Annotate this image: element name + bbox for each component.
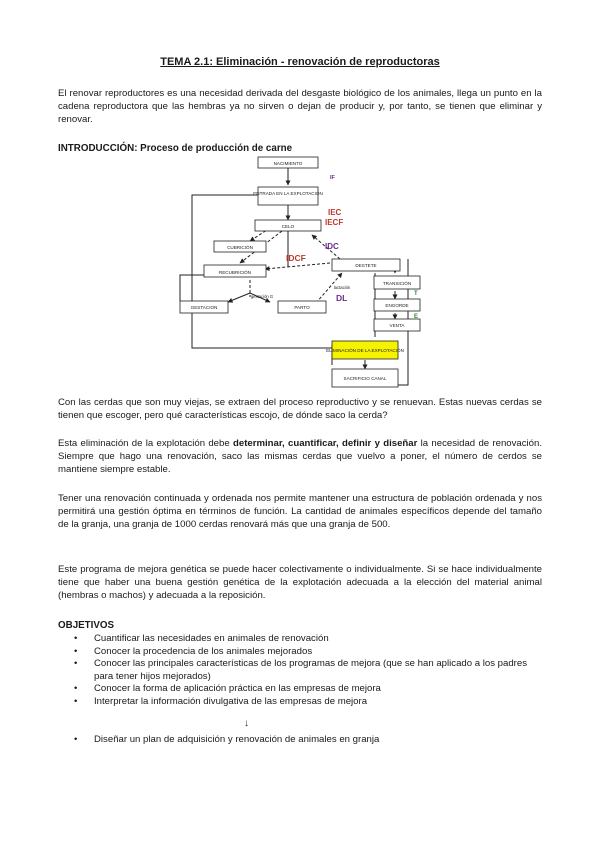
p3-post: la necesidad de renovación. Siempre que hago una renovación, saco las mismas cerdas que vuelvo a poner, el número de cerdos se mantiene siempre estable. (58, 438, 543, 476)
bullet-icon: • (74, 658, 78, 670)
diagram-cubricion: CUBRICIÓN (227, 245, 253, 250)
objetivos-list (74, 633, 544, 709)
diagram-lactacion-label: lactación (333, 285, 351, 290)
list-item (74, 696, 544, 709)
bullet-icon: • (74, 683, 78, 695)
paragraph-mejora-genetica: Este programa de mejora genética se puede hacer colectivamente o individualmente. Si se hace individualmente tiene que haber una buena gestión genética de la explotación adecuada a la elección del material animal (hembras o machos) y adecuada a la reposición. (58, 564, 542, 602)
diagram-gestacion-label: gestación G (250, 294, 274, 299)
objetivo-text: Diseñar un plan de adquisición y renovación de animales en granja (94, 734, 380, 745)
diagram-parto: PARTO (294, 305, 310, 310)
diagram-idc: IDC (325, 242, 339, 251)
diagram-entrada: ENTRADA EN LA EXPLOTACION (253, 191, 323, 196)
bullet-icon: • (74, 633, 78, 644)
list-item (74, 646, 544, 659)
diagram-dl: DL (336, 293, 348, 303)
diagram-recubricion: RECUBRICIÓN (218, 270, 252, 275)
bullet-icon: • (74, 695, 78, 707)
diagram-gestacion: GESTACION (190, 305, 218, 310)
diagram-sacrificio: SACRIFICIO CANAL (343, 376, 387, 381)
list-item (74, 734, 544, 747)
section-heading-introduccion: INTRODUCCIÓN: Proceso de producción de carne (58, 143, 293, 154)
objetivo-text: Conocer las principales características de los programas de mejora (que se han aplicado a los padres para tener hijos mejorados) (94, 658, 528, 682)
document-title: TEMA 2.1: Eliminación - renovación de reproductoras (160, 56, 440, 68)
diagram-transicion: TRANSICIÓN (382, 281, 412, 286)
objetivo-text: Cuantificar las necesidades en animales de renovación (94, 633, 329, 644)
paragraph-cerdas-viejas: Con las cerdas que son muy viejas, se extraen del proceso reproductivo y se renuevan. Estas nuevas cerdas se tienen que escoger, pero qué características escojo, de dónde saco la cerda? (58, 397, 542, 422)
diagram-idcf: IDCF (286, 253, 306, 263)
paragraph-renovacion: Tener una renovación continuada y ordenada nos permite mantener una estructura de población ordenada y nos permitirá una gestión óptima en términos de función. La cantidad de animales específicos depende del tamaño de la granja, una granja de 1000 cerdas renovará más que una granja de 500. (58, 493, 542, 531)
list-item (74, 658, 544, 683)
diagram-celo: CELO (281, 224, 295, 229)
list-item (74, 683, 544, 696)
paragraph-eliminacion (58, 437, 542, 477)
production-process-diagram (170, 155, 440, 390)
down-arrow: ↓ (244, 718, 249, 729)
diagram-iecf: IECF (325, 218, 344, 227)
list-item (74, 633, 544, 646)
diagram-if: IF (330, 175, 335, 181)
bullet-icon: • (74, 734, 78, 745)
diagram-destete: DESTETE (355, 263, 377, 268)
p3-bold: determinar, cuantificar, definir y diseñar (233, 438, 418, 449)
diagram-eliminacion: ELIMINACIÓN DE LA EXPLOTACIÓN (326, 348, 404, 353)
diagram-iec: IEC (328, 208, 342, 217)
diagram-t: T (414, 291, 418, 297)
objetivo-text: Conocer la procedencia de los animales mejorados (94, 645, 313, 657)
diagram-nacimiento: NACIMIENTO (273, 161, 303, 166)
section-heading-objetivos: OBJETIVOS (58, 620, 115, 631)
bullet-icon: • (74, 645, 78, 657)
diagram-e: E (414, 314, 419, 320)
objetivo-text: Interpretar la información divulgativa de las empresas de mejora (94, 695, 368, 707)
objetivo-text: Conocer la forma de aplicación práctica en las empresas de mejora (94, 683, 381, 695)
intro-paragraph: El renovar reproductores es una necesidad derivada del desgaste biológico de los animales, llega un punto en la cadena reproductora que las hembras ya no sirven o dejan de producir y, por tanto, se tienen que eliminar y renovar. (58, 88, 542, 126)
objetivos-list-final (74, 734, 544, 747)
diagram-engorde: ENGORDE (385, 303, 409, 308)
p3-pre: Esta eliminación de la explotación debe (58, 438, 233, 449)
diagram-venta: VENTA (389, 323, 405, 328)
